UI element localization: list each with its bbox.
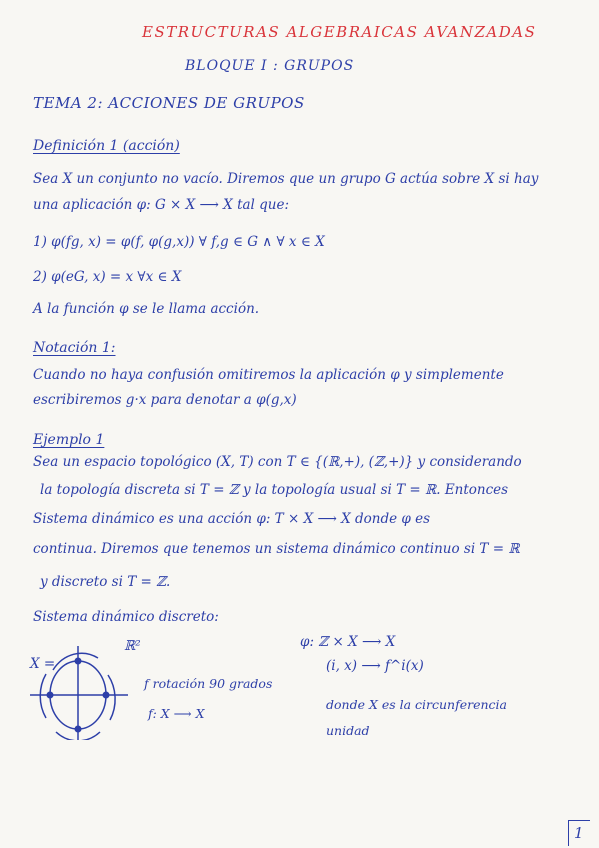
definition-condition-1: 1) φ(fg, x) = φ(f, φ(g,x)) ∀ f,g ∈ G ∧ ∀ x ∈ X [33, 234, 325, 250]
definition-line-3: A la función φ se le llama acción. [33, 301, 260, 317]
mapping-line-1: φ: ℤ × X ⟶ X [300, 634, 396, 650]
point-top [75, 658, 82, 665]
definition-line-1: Sea X un conjunto no vacío. Diremos que un grupo G actúa sobre X si hay [33, 171, 539, 187]
example-line-3: Sistema dinámico es una acción φ: T × X ⟶ X donde φ es [33, 511, 431, 527]
example-subheading: Sistema dinámico discreto: [33, 609, 219, 625]
notation-line-1: Cuando no haya confusión omitiremos la aplicación φ y simplemente [33, 367, 504, 383]
course-title: ESTRUCTURAS ALGEBRAICAS AVANZADAS [142, 23, 537, 41]
definition-heading: Definición 1 (acción) [33, 138, 180, 154]
rotation-note: f rotación 90 grados [144, 676, 273, 691]
notation-line-2: escribiremos g·x para denotar a φ(g,x) [33, 392, 297, 408]
definition-line-2: una aplicación φ: G × X ⟶ X tal que: [33, 197, 290, 213]
example-line-4: continua. Diremos que tenemos un sistema dinámico continuo si T = ℝ [33, 541, 520, 557]
point-left [47, 692, 54, 699]
plane-label: ℝ² [124, 638, 141, 654]
example-heading: Ejemplo 1 [33, 432, 105, 448]
example-line-2: la topología discreta si T = ℤ y la topología usual si T = ℝ. Entonces [40, 482, 509, 498]
notation-heading: Notación 1: [33, 340, 116, 356]
page-number: 1 [568, 820, 590, 846]
block-title: BLOQUE I : GRUPOS [185, 58, 355, 74]
rotation-arrow-right [108, 675, 115, 720]
set-label: X = [30, 656, 56, 672]
mapping-line-3: donde X es la circunferencia [326, 697, 508, 712]
point-bottom [75, 726, 82, 733]
point-right [103, 692, 110, 699]
definition-condition-2: 2) φ(eG, x) = x ∀x ∈ X [33, 269, 182, 285]
mapping-line-2: (i, x) ⟶ f^i(x) [326, 658, 424, 674]
mapping-line-4: unidad [326, 723, 370, 738]
example-line-1: Sea un espacio topológico (X, T) con T ∈ {(ℝ,+), (ℤ,+)} y considerando [33, 454, 522, 470]
topic-title: TEMA 2: ACCIONES DE GRUPOS [33, 94, 305, 112]
example-line-5: y discreto si T = ℤ. [40, 574, 171, 590]
map-note: f: X ⟶ X [148, 706, 205, 721]
rotation-arrow-left [40, 674, 46, 718]
